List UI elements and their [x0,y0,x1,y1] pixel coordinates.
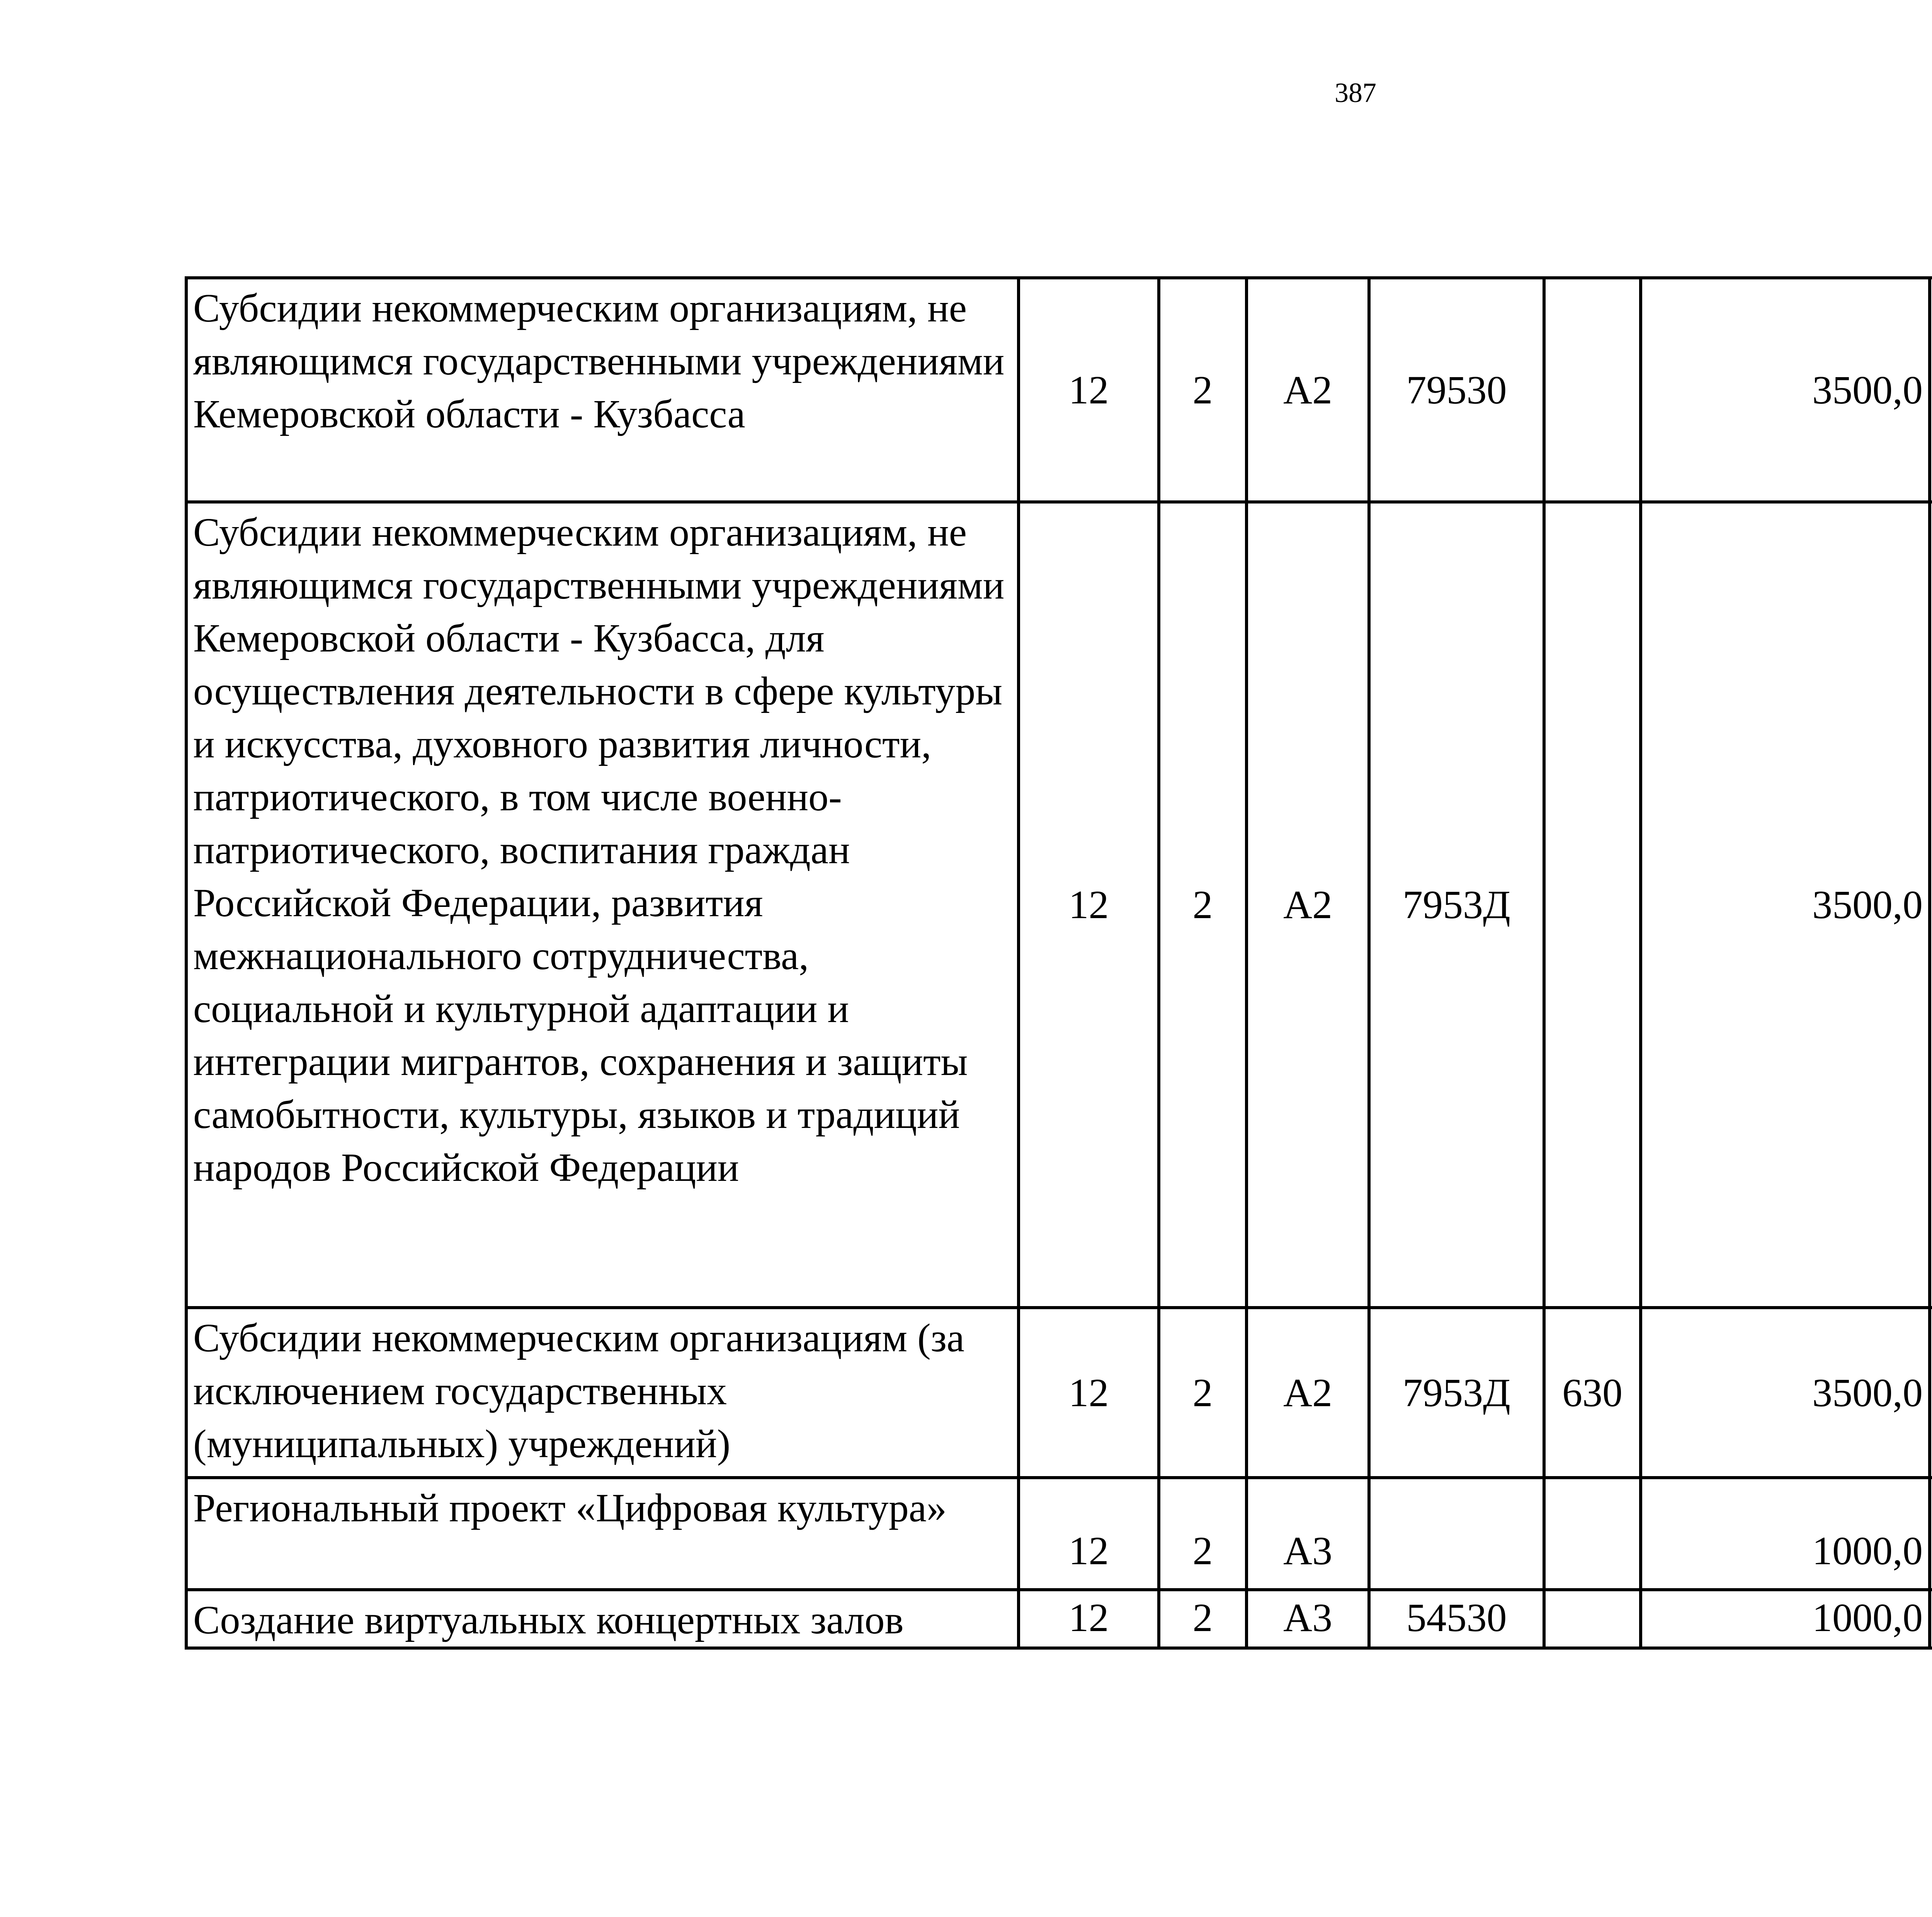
amount-year-1-cell: 1000,0 [1641,1590,1930,1648]
amount-year-1-cell: 3500,0 [1641,502,1930,1308]
subsection-cell: 2 [1159,1478,1247,1590]
program-cell: А2 [1247,1308,1369,1478]
program-cell: А2 [1247,278,1369,502]
section-cell: 12 [1019,1478,1159,1590]
amount-year-2-cell [1930,278,1932,502]
section-cell: 12 [1019,1308,1159,1478]
direction-cell: 54530 [1369,1590,1544,1648]
program-cell: А3 [1247,1590,1369,1648]
program-cell: А2 [1247,502,1369,1308]
subsection-cell: 2 [1159,278,1247,502]
program-cell: А3 [1247,1478,1369,1590]
page-number: 387 [1335,77,1376,108]
section-cell: 12 [1019,502,1159,1308]
section-cell: 12 [1019,278,1159,502]
section-cell: 12 [1019,1590,1159,1648]
amount-year-1-cell: 3500,0 [1641,278,1930,502]
expense-name-cell: Создание виртуальных концертных залов [186,1590,1019,1648]
expense-type-cell: 630 [1544,1308,1641,1478]
expense-type-cell [1544,278,1641,502]
budget-table [185,276,1932,1650]
direction-cell [1369,1478,1544,1590]
amount-year-2-cell [1930,502,1932,1308]
expense-name-cell: Региональный проект «Цифровая культура» [186,1478,1019,1590]
table-row [186,278,1932,502]
expense-name-cell: Субсидии некоммерческим организациям, не являющимся государственными учреждениями Кемеровской области - Кузбасса [186,278,1019,502]
table-row [186,502,1932,1308]
subsection-cell: 2 [1159,502,1247,1308]
expense-type-cell [1544,1590,1641,1648]
amount-year-2-cell [1930,1308,1932,1478]
expense-name-cell: Субсидии некоммерческим организациям, не являющимся государственными учреждениями Кемеровской области - Кузбасса, для осуществления деятельности в сфере культуры и искусства, духовного развития личности, патриотического, в том числе военно-патриотического, воспитания граждан Российской Федерации, развития межнационального сотрудничества, социальной и культурной адаптации и интеграции мигрантов, сохранения и защиты самобытности, культуры, языков и традиций народов Российской Федерации [186,502,1019,1308]
subsection-cell: 2 [1159,1308,1247,1478]
amount-year-1-cell: 3500,0 [1641,1308,1930,1478]
amount-year-1-cell: 1000,0 [1641,1478,1930,1590]
subsection-cell: 2 [1159,1590,1247,1648]
table-row [186,1478,1932,1590]
amount-year-2-cell [1930,1478,1932,1590]
table-row [186,1590,1932,1648]
amount-year-2-cell [1930,1590,1932,1648]
expense-type-cell [1544,1478,1641,1590]
direction-cell: 79530 [1369,278,1544,502]
direction-cell: 7953Д [1369,502,1544,1308]
expense-name-cell: Субсидии некоммерческим организациям (за исключением государственных (муниципальных) учреждений) [186,1308,1019,1478]
expense-type-cell [1544,502,1641,1308]
table-row [186,1308,1932,1478]
direction-cell: 7953Д [1369,1308,1544,1478]
